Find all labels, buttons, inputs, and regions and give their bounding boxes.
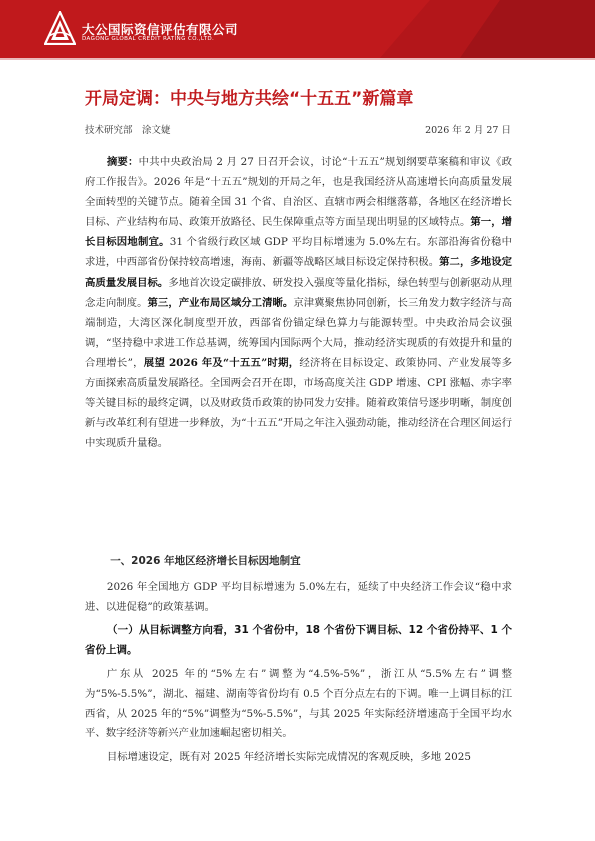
abstract-text: 31 个省级行政区域 GDP 平均目标增速为 5.0%左右。东部沿海省份稳中求进，中西部省份保持较高增速，海南、新疆等战略区域目标设定保持积极。 (85, 236, 512, 269)
company-name-en: DAGONG GLOBAL CREDIT RATING CO.,LTD. (82, 36, 215, 42)
report-title: 开局定调：中央与地方共绘“十五五”新篇章 (85, 89, 414, 109)
abstract-text: 经济将在目标设定、政策协同、产业发展等多方面探索高质量发展路径。全国两会召开在即，市场高度关注 GDP 增速、CPI 涨幅、赤字率等关键目标的最终定调，以及财政货币政策的协同发力安排。随着政策信号逐步明晰，制度创新与改革红利有望进一步释放，为“十五五”开局之年注入强劲动能，推动经济在合理区间运行中实现质升量稳。 (85, 356, 513, 450)
abstract-outlook: 展望 2026 年及“十五五”时期， (143, 356, 300, 369)
body-paragraph: 广东从 2025 年的“5%左右”调整为“4.5%-5%”，浙江从“5.5%左右”调整为“5%-5.5%”，湖北、福建、湖南等省份均有 0.5 个百分点左右的下调。唯一上调目标的江西省，从 2025 年的“5%”调整为“5%-5.5%”，与其 2025 年实际经济增速高于全国平均水平、数字经济等新兴产业加速崛起密切相关。 (85, 667, 512, 740)
abstract-point-3: 第三，产业布局区域分工清晰。 (147, 296, 294, 309)
company-name-cn: 大公国际资信评估有限公司 (82, 22, 239, 37)
section-1 (85, 552, 512, 772)
header-band (0, 0, 595, 58)
body-paragraph: 目标增速设定，既有对 2025 年经济增长实际完成情况的客观反映，多地 2025 (106, 751, 471, 764)
abstract-text: 京津冀聚焦协同创新，长三角发力数字经济与高端制造，大湾区深化制度型开放，西部省份锚定绿色算力与能源转型。中央政治局会议强调，“坚持稳中求进工作总基调，统筹国内国际两个大局，推动经济实现质的有效提升和量的合理增长”， (85, 296, 513, 369)
section-heading: 一、2026 年地区经济增长目标因地制宜 (110, 555, 301, 567)
abstract-point-1: 第一，增长目标因地制宜。 (85, 216, 512, 249)
header-decoration (360, 0, 595, 58)
dagong-emblem-icon (44, 11, 76, 45)
abstract-text: 中共中央政治局 2 月 27 日召开会议，讨论“十五五”规划纲要草案稿和审议《政府工作报告》。2026 年是“十五五”规划的开局之年，也是我国经济从高速增长向高质量发展全面转型的关键节点。随着全国 31 个省、自治区、直辖市两会相继落幕，各地区在经济增长目标、产业结构布局、政策开放路径、民生保障重点等方面呈现出明显的区域特点。 (85, 156, 513, 229)
author-line: 技术研究部 涂文婕 (85, 125, 171, 136)
abstract-paragraph (85, 152, 512, 453)
subsection-heading: （一）从目标调整方向看，31 个省份中，18 个省份下调目标、12 个省份持平、1 个省份上调。 (85, 624, 512, 657)
abstract-label: 摘要： (106, 156, 139, 168)
body-paragraph: 2026 年全国地方 GDP 平均目标增速为 5.0%左右，延续了中央经济工作会议“稳中求进、以进促稳”的政策基调。 (85, 580, 512, 613)
abstract-text: 多地首次设定碳排放、研发投入强度等量化指标，绿色转型与创新驱动从理念走向制度。 (85, 276, 513, 309)
abstract-point-2: 第二，多地设定高质量发展目标。 (85, 256, 513, 289)
abstract (85, 152, 512, 453)
report-date: 2026 年 2 月 27 日 (425, 125, 511, 136)
header-divider (0, 58, 595, 60)
